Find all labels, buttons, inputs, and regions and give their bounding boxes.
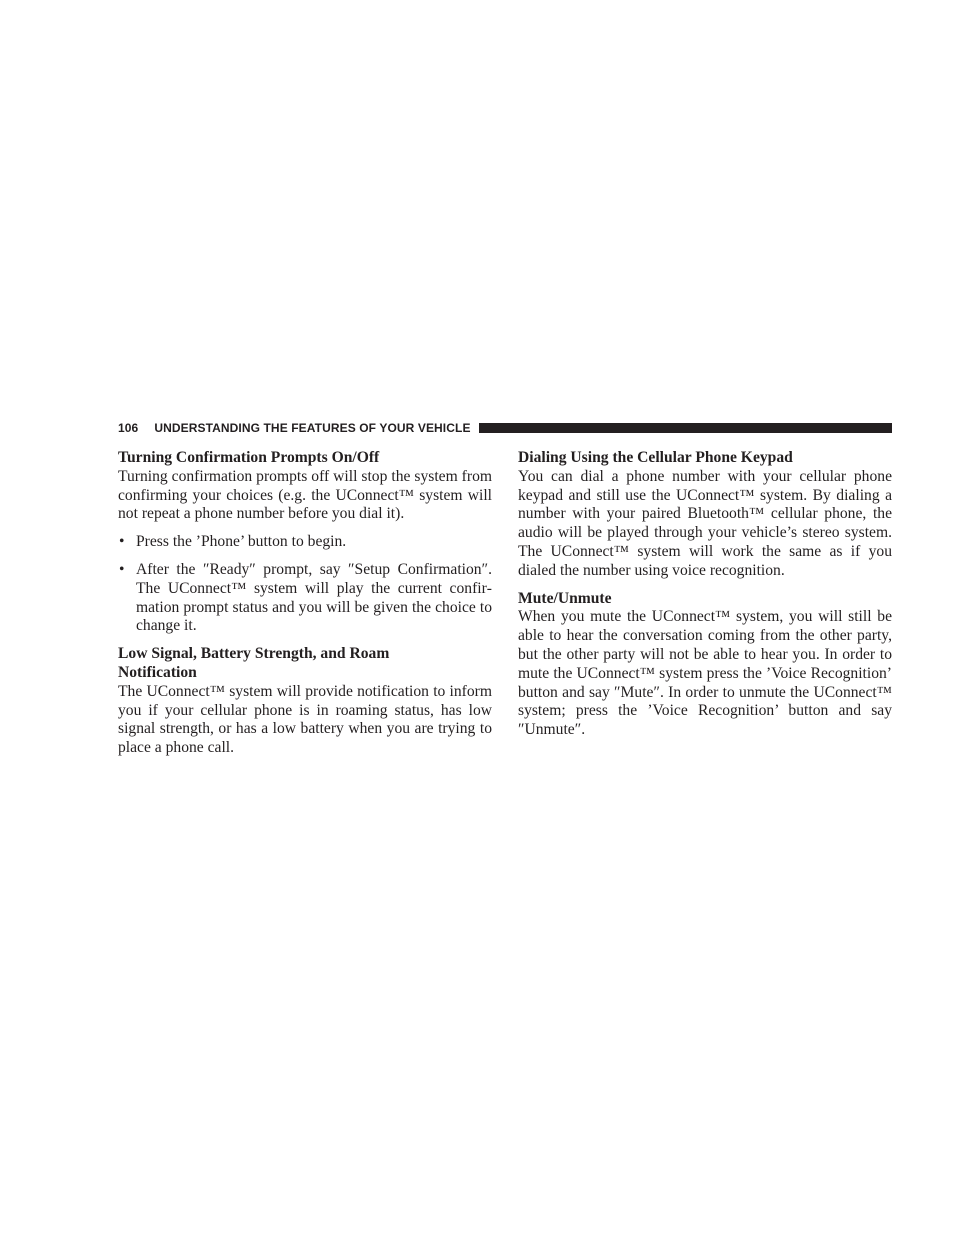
bullet-list: [118, 533, 492, 636]
heading-mute-unmute: Mute/Unmute: [518, 589, 612, 607]
list-item: [118, 561, 492, 636]
section-title: UNDERSTANDING THE FEATURES OF YOUR VEHICLE: [154, 421, 471, 435]
heading-confirmation-prompts: Turning Confirmation Prompts On/Off: [118, 449, 380, 466]
paragraph-confirmation-prompts: Turning confirmation prompts off will stop the system from confirming your choices (e.g. the UConnect™ system will not repeat a phone number before you dial it).: [118, 467, 492, 523]
right-column: [518, 449, 892, 740]
header-rule: [479, 423, 892, 433]
heading-dialing-keypad: Dialing Using the Cellular Phone Keypad: [518, 449, 793, 466]
list-item-text: After the ″Ready″ prompt, say ″Setup Confirmation″. The UConnect™ system will play the current confirmation prompt status and you will be given the choice to change it.: [136, 560, 492, 635]
list-item-text: Press the ’Phone’ button to begin.: [136, 533, 347, 551]
bullet-icon: •: [119, 533, 125, 551]
bullet-icon: •: [119, 560, 125, 578]
paragraph-mute-unmute: When you mute the UConnect™ system, you will still be able to hear the conversation coming from the other party, but the other party will not be able to hear you. In order to mute the UConnect™ system press the ’Voice Recognition’ button and say ″Mute″. In order to unmute the UConnect™ system; press the ’Voice Recognition’ button and say ″Unmute″.: [518, 608, 892, 739]
paragraph-low-signal: The UConnect™ system will provide notification to inform you if your cellular phone is in roaming status, has low signal strength, or has a low battery when you are trying to place a phone call.: [118, 682, 492, 757]
paragraph-dialing-keypad: You can dial a phone number with your cellular phone keypad and still use the UConnect™ system. By dialing a number with your paired Bluetooth™ cellular phone, the audio will be played through your vehicle’s stereo system. The UConnect™ system will work the same as if you dialed the number using voice recognition.: [518, 467, 892, 579]
page-number: 106: [118, 421, 139, 435]
page-header: [118, 419, 892, 437]
left-column: [118, 449, 492, 758]
list-item: [118, 533, 492, 552]
heading-low-signal: Low Signal, Battery Strength, and Roam Notification: [118, 645, 390, 681]
